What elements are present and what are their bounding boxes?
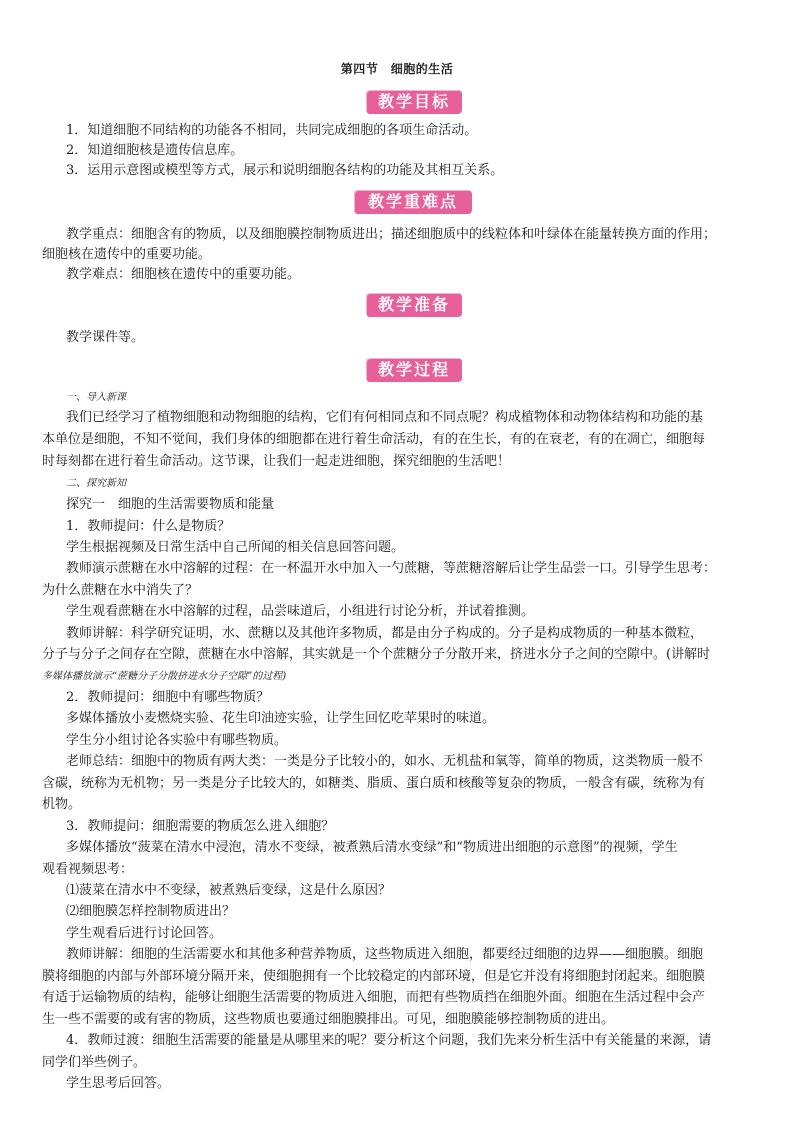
paragraph-line: 本单位是细胞，不知不觉间，我们身体的细胞都在进行着生命活动，有的在生长，有的在衰老，有的在凋亡，细胞每 xyxy=(42,432,706,447)
paragraph-line: 为什么蔗糖在水中消失了？ xyxy=(42,583,199,598)
key-line: 教学难点：细胞核在遗传中的重要功能。 xyxy=(66,267,301,282)
section-heading: 二、探究新知 xyxy=(66,478,126,489)
paragraph-line: 观看视频思考： xyxy=(42,862,134,877)
key-line: 教学重点：细胞含有的物质，以及细胞膜控制物质进出；描述细胞质中的线粒体和叶绿体在能量转换方面的作用； xyxy=(66,227,717,242)
paragraph-line: 生一些不需要的或有害的物质，这些物质也要通过细胞膜排出。可见，细胞膜能够控制物质的进出。 xyxy=(42,1012,615,1027)
paragraph-line: 4．教师过渡：细胞生活需要的能量是从哪里来的呢？要分析这个问题，我们先来分析生活中有关能量的来源，请 xyxy=(66,1033,712,1048)
paragraph-line: 学生根据视频及日常生活中自己所闻的相关信息回答问题。 xyxy=(66,540,405,555)
paragraph-line: 学生思考后回答。 xyxy=(66,1076,171,1091)
paragraph-line: 多媒体播放小麦燃烧实验、花生印油迹实验，让学生回忆吃苹果时的味道。 xyxy=(66,711,496,726)
paragraph-line: 学生观看后进行讨论回答。 xyxy=(66,926,223,941)
paragraph-line: 有适于运输物质的结构，能够让细胞生活需要的物质进入细胞，而把有些物质挡在细胞外面。细胞在生活过程中会产 xyxy=(42,990,706,1005)
goal-line: 3．运用示意图或模型等方式，展示和说明细胞各结构的功能及其相互关系。 xyxy=(66,163,504,178)
banner-key-points: 教学重难点 xyxy=(354,190,472,214)
goal-line: 2．知道细胞核是遗传信息库。 xyxy=(66,143,244,158)
key-line: 细胞核在遗传中的重要功能。 xyxy=(42,247,212,262)
paragraph-line: ⑵细胞膜怎样控制物质进出？ xyxy=(66,904,236,919)
page-title: 第四节 细胞的生活 xyxy=(340,62,454,76)
banner-preparation: 教学准备 xyxy=(366,293,462,317)
paragraph-line: 分子与分子之间存在空隙，蔗糖在水中溶解，其实就是一个个蔗糖分子分散开来，挤进水分子之间的空隙中。(讲解时 xyxy=(42,647,711,662)
goal-line: 1．知道细胞不同结构的功能各不相同，共同完成细胞的各项生命活动。 xyxy=(66,123,478,138)
paragraph-line: ⑴菠菜在清水中不变绿，被煮熟后变绿，这是什么原因？ xyxy=(66,883,392,898)
paragraph-line: 膜将细胞的内部与外部环境分隔开来，使细胞拥有一个比较稳定的内部环境，但是它并没有将细胞封闭起来。细胞膜 xyxy=(42,969,706,984)
paragraph-line: 含碳，统称为无机物；另一类是分子比较大的，如糖类、脂质、蛋白质和核酸等复杂的物质，一般含有碳，统称为有 xyxy=(42,776,706,791)
paragraph-line: 教师讲解：科学研究证明，水、蔗糖以及其他许多物质，都是由分子构成的。分子是构成物质的一种基本微粒， xyxy=(66,626,704,641)
banner-process: 教学过程 xyxy=(366,358,462,382)
paragraph-line: 学生观看蔗糖在水中溶解的过程，品尝味道后，小组进行讨论分析，并试着推测。 xyxy=(66,604,535,619)
paragraph-line: 探究一 细胞的生活需要物质和能量 xyxy=(66,497,275,512)
paragraph-line: 多媒体播放“菠菜在清水中浸泡，清水不变绿，被煮熟后清水变绿”和“物质进出细胞的示意图”的视频，学生 xyxy=(66,840,678,855)
prep-line: 教学课件等。 xyxy=(66,330,145,345)
paragraph-line: 2．教师提问：细胞中有哪些物质？ xyxy=(66,690,270,705)
paragraph-line: 时每刻都在进行着生命活动。这节课，让我们一起走进细胞，探究细胞的生活吧！ xyxy=(42,454,511,469)
banner-goals: 教学目标 xyxy=(366,90,462,114)
section-heading: 一、导入新课 xyxy=(66,392,126,403)
paragraph-line: 1．教师提问：什么是物质？ xyxy=(66,519,231,534)
paragraph-line: 老师总结：细胞中的物质有两大类：一类是分子比较小的，如水、无机盐和氧等，简单的物质，这类物质一般不 xyxy=(66,754,704,769)
paragraph-line: 教师演示蔗糖在水中溶解的过程：在一杯温开水中加入一勺蔗糖，等蔗糖溶解后让学生品尝一口。引导学生思考： xyxy=(66,561,717,576)
paragraph-line: 机物。 xyxy=(42,797,82,812)
paragraph-line: 同学们举些例子。 xyxy=(42,1055,147,1070)
paragraph-line: 教师讲解：细胞的生活需要水和其他多种营养物质，这些物质进入细胞，都要经过细胞的边界——细胞膜。细胞 xyxy=(66,947,704,962)
paragraph-line: 3．教师提问：细胞需要的物质怎么进入细胞？ xyxy=(66,819,335,834)
paragraph-note: 多媒体播放演示“蔗糖分子分散挤进水分子空隙”的过程) xyxy=(42,671,287,682)
paragraph-line: 我们已经学习了植物细胞和动物细胞的结构，它们有何相同点和不同点呢？构成植物体和动物体结构和功能的基 xyxy=(66,410,704,425)
paragraph-line: 学生分小组讨论各实验中有哪些物质。 xyxy=(66,733,288,748)
